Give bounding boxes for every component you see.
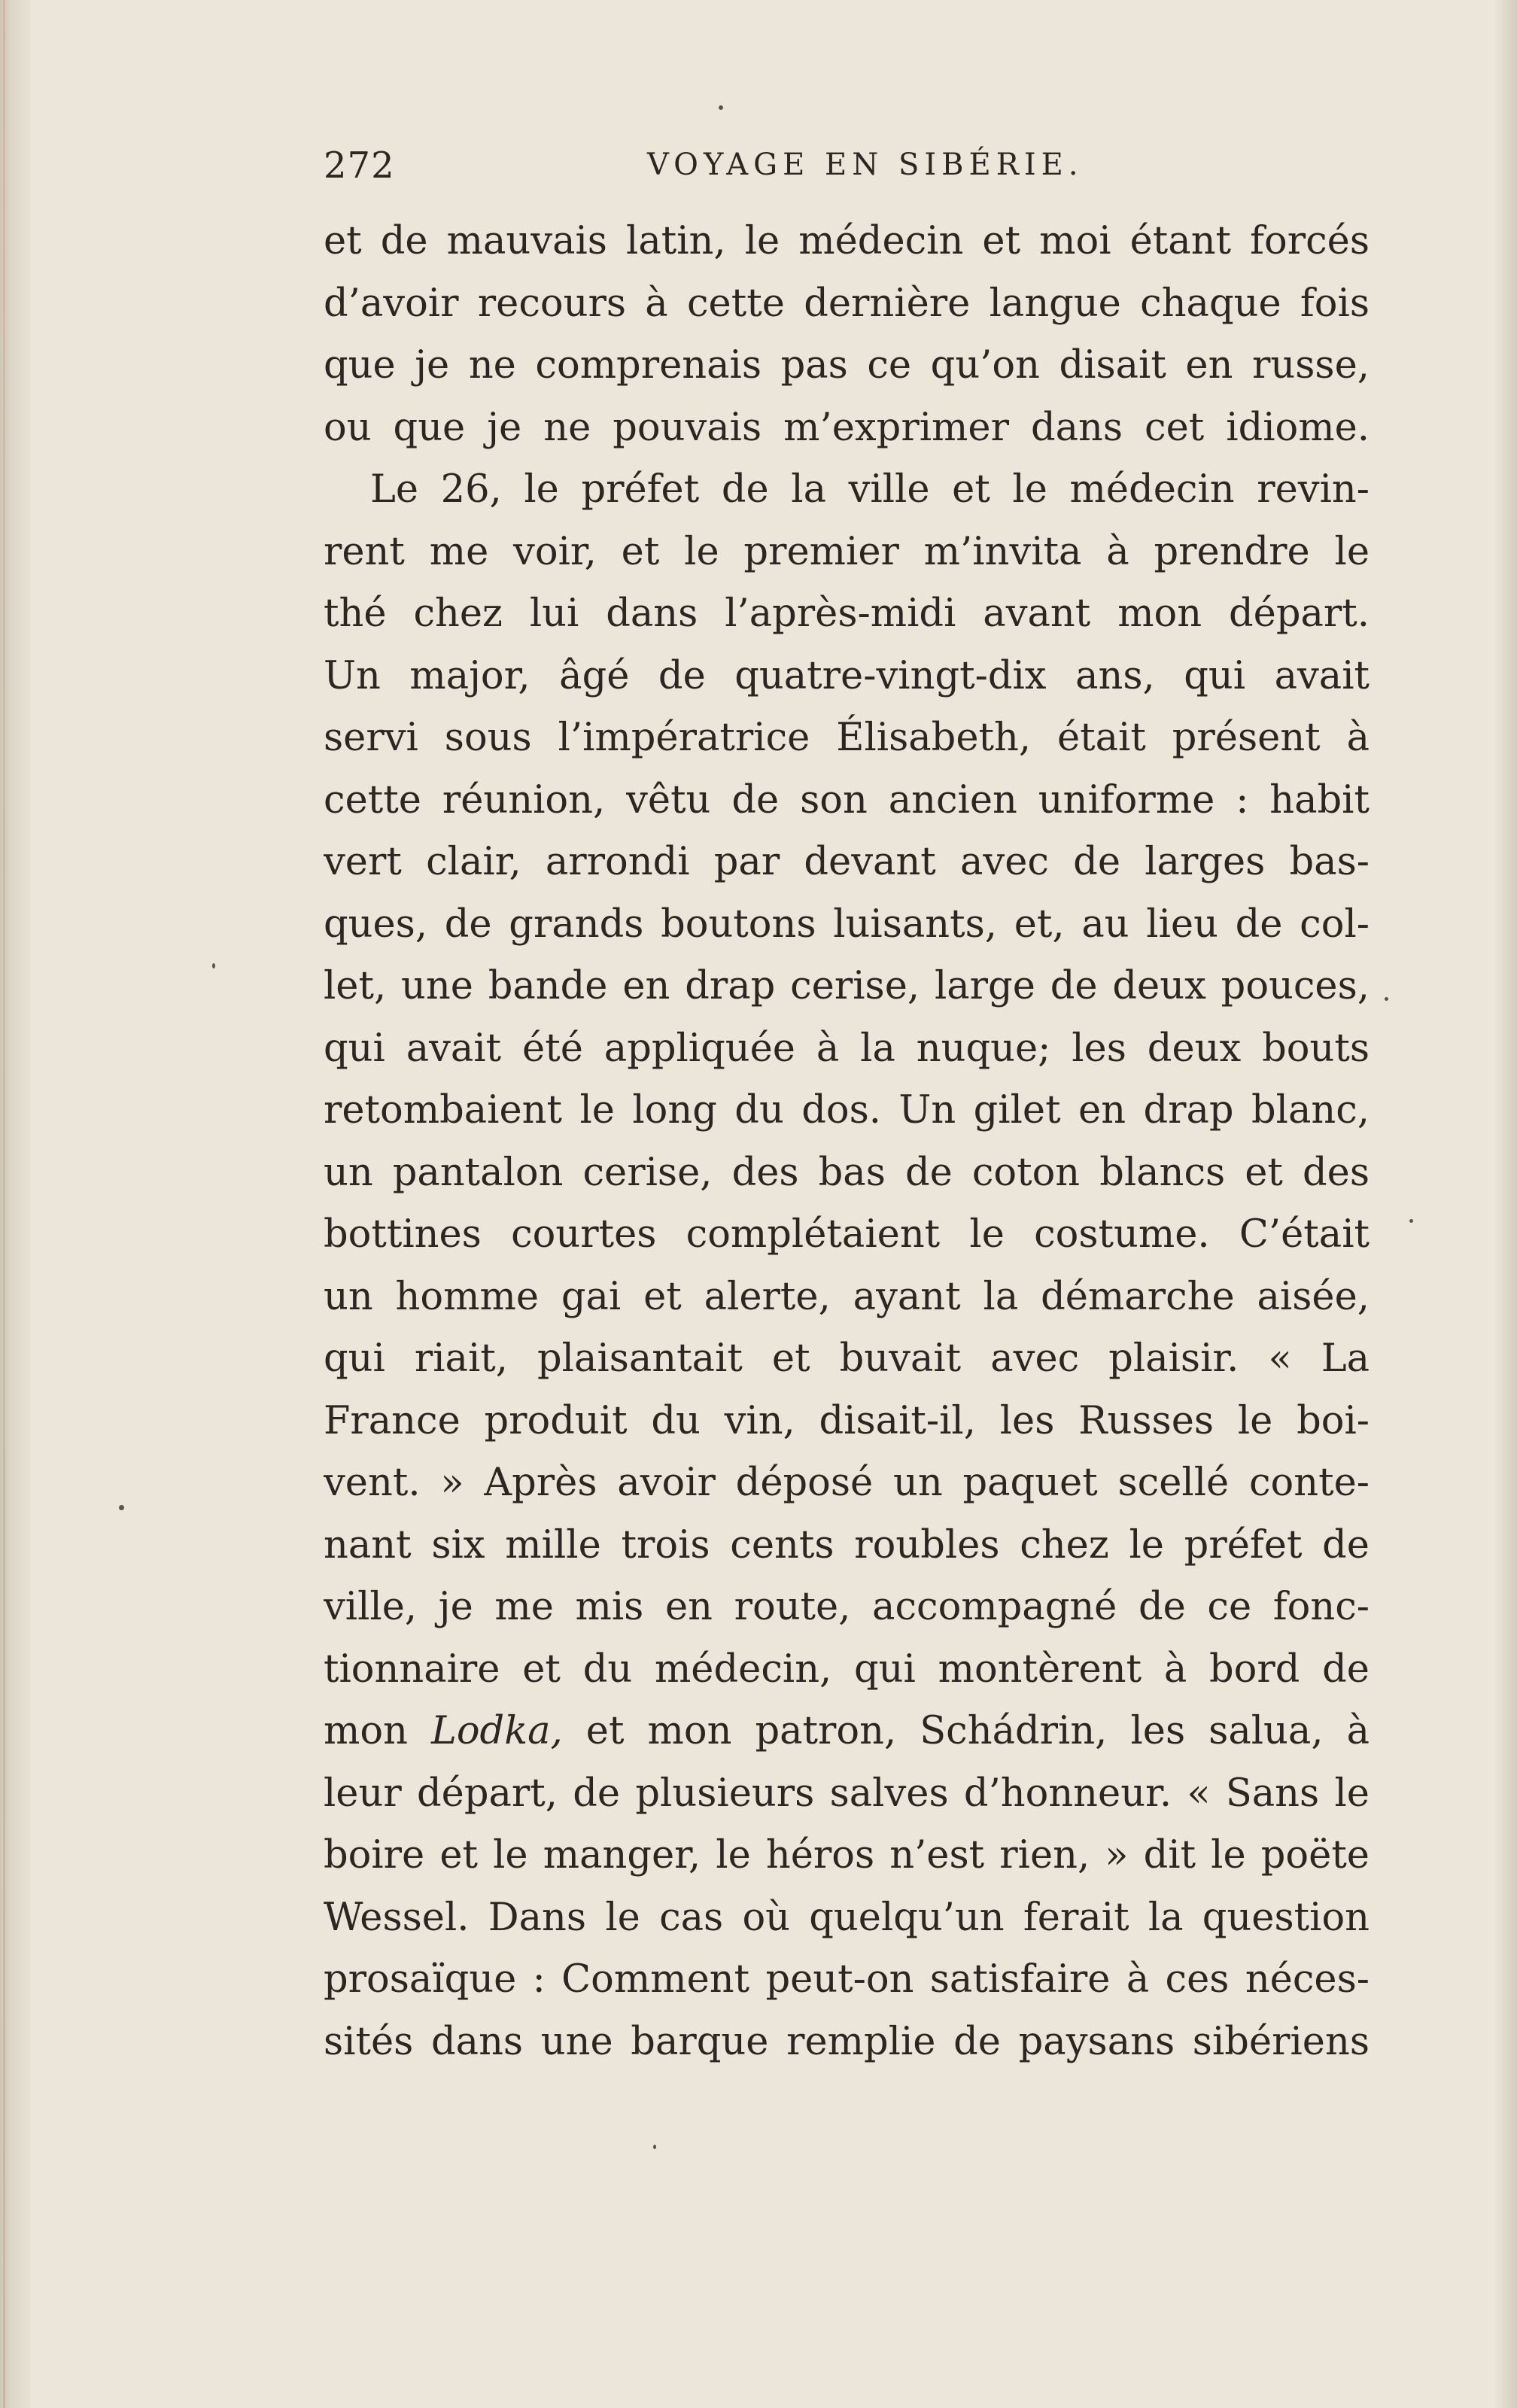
text-line: qui riait, plaisantait et buvait avec plaisir. « La: [324, 1336, 1370, 1381]
text-line: let, une bande en drap cerise, large de deux pouces,: [324, 964, 1370, 1008]
ink-speck: [1385, 997, 1388, 1001]
binding-edge: [3, 0, 5, 2408]
text-line: retombaient le long du dos. Un gilet en drap blanc,: [324, 1088, 1370, 1133]
text-line: prosaïque : Comment peut-on satisfaire à ces néces-: [324, 1957, 1370, 2002]
text-line: un homme gai et alerte, ayant la démarche aisée,: [324, 1274, 1370, 1319]
italic-term-lodka: Lodka,: [430, 1709, 563, 1753]
text-line: d’avoir recours à cette dernière langue chaque fois: [324, 281, 1370, 326]
running-head: [324, 144, 1370, 190]
ink-speck: [653, 2145, 656, 2149]
body-text: [324, 211, 1370, 2073]
text-fragment: mon: [324, 1709, 408, 1753]
paragraph-start-line: Le 26, le préfet de la ville et le médecin revin-: [370, 467, 1370, 512]
text-line: vent. » Après avoir déposé un paquet scellé conte-: [324, 1461, 1370, 1505]
text-line: qui avait été appliquée à la nuque; les deux bouts: [324, 1026, 1370, 1071]
text-line: vert clair, arrondi par devant avec de larges bas-: [324, 840, 1370, 884]
ink-speck: [212, 963, 215, 968]
text-line: rent me voir, et le premier m’invita à prendre le: [324, 529, 1370, 574]
text-line: leur départ, de plusieurs salves d’honneur. « Sans le: [324, 1771, 1370, 1816]
page-number: 272: [324, 144, 395, 187]
text-line: thé chez lui dans l’après-midi avant mon départ.: [324, 591, 1370, 636]
text-line: Un major, âgé de quatre-vingt-dix ans, qui avait: [324, 653, 1370, 698]
text-line: bottines courtes complétaient le costume. C’était: [324, 1212, 1370, 1257]
text-line: ou que je ne pouvais m’exprimer dans cet idiome.: [324, 405, 1370, 450]
ink-speck: [119, 1505, 124, 1510]
text-line: France produit du vin, disait-il, les Russes le boi-: [324, 1398, 1370, 1443]
text-line: et de mauvais latin, le médecin et moi étant forcés: [324, 219, 1370, 263]
text-line: un pantalon cerise, des bas de coton blancs et des: [324, 1150, 1370, 1195]
running-title: VOYAGE EN SIBÉRIE.: [647, 147, 1084, 182]
text-line: que je ne comprenais pas ce qu’on disait en russe,: [324, 343, 1370, 388]
ink-speck: [1409, 1219, 1413, 1223]
text-line: tionnaire et du médecin, qui montèrent à bord de: [324, 1646, 1370, 1692]
ink-speck: [719, 105, 723, 110]
text-line: ville, je me mis en route, accompagné de ce fonc-: [324, 1585, 1370, 1629]
text-fragment: et mon patron, Schádrin, les salua, à: [585, 1709, 1370, 1753]
text-line: ques, de grands boutons luisants, et, au lieu de col-: [324, 901, 1370, 947]
page-edge-shadow: [1494, 0, 1517, 2408]
text-line: nant six mille trois cents roubles chez le préfet de: [324, 1522, 1370, 1567]
text-line: boire et le manger, le héros n’est rien, » dit le poëte: [324, 1833, 1370, 1877]
text-line: sités dans une barque remplie de paysans sibériens: [324, 2019, 1370, 2064]
text-line: servi sous l’impératrice Élisabeth, était présent à: [324, 716, 1370, 760]
text-line-with-italic: [324, 1701, 1370, 1763]
text-line: Wessel. Dans le cas où quelqu’un ferait la question: [324, 1895, 1370, 1940]
text-line: cette réunion, vêtu de son ancien uniforme : habit: [324, 777, 1370, 822]
